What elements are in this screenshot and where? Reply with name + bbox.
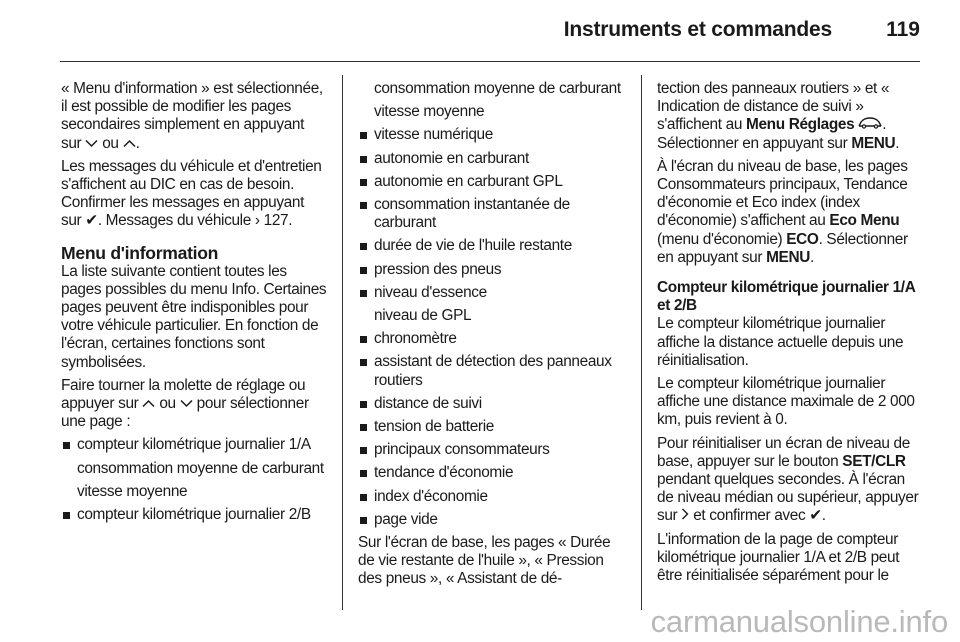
list-item: index d'économie <box>358 488 623 506</box>
paragraph: À l'écran du niveau de base, les pages Consommateurs principaux, Tendance d'économie et Eco index (index d'économie) s'affichent au Eco Menu (menu d'économie) ECO. Sélectionner en appuyant sur MENU. <box>657 157 908 266</box>
check-icon: ✔ <box>809 507 822 525</box>
list-item: vitesse moyenne <box>77 482 188 500</box>
list-item: niveau de GPL <box>374 307 472 325</box>
list-item: chronomètre <box>358 330 623 348</box>
list-item: principaux consommateurs <box>358 441 623 459</box>
chevron-right-icon <box>681 507 689 524</box>
list-item: assistant de détection des panneaux routiers <box>358 353 623 389</box>
chevron-down-icon <box>180 395 193 412</box>
list-item: tension de batterie <box>358 418 623 436</box>
page-title: Instruments et commandes <box>563 18 832 41</box>
list-item: compteur kilométrique journalier 1/A <box>61 436 328 454</box>
paragraph: « Menu d'information » est sélectionnée, il est possible de modifier les pages secondaires simplement en appuyant sur ou . <box>61 80 323 152</box>
chevron-up-icon <box>123 135 136 152</box>
section-subheading: Compteur kilométrique journalier 1/A et 2/B <box>657 279 915 315</box>
list-item: consommation instantanée de carburant <box>358 196 623 232</box>
list-item: distance de suivi <box>358 395 623 413</box>
page-header <box>0 0 960 62</box>
paragraph: Pour réinitialiser un écran de niveau de base, appuyer sur le bouton SET/CLR pendant quelques secondes. À l'écran de niveau médian ou supérieur, appuyer sur et confirmer avec ✔. <box>657 434 919 525</box>
menu-page-list <box>358 80 623 529</box>
paragraph: La liste suivante contient toutes les pages possibles du menu Info. Certaines pages peuvent être indisponibles pour votre véhicule particulier. En fonction de l'écran, certaines fonctions sont symbolisées. <box>61 262 327 371</box>
chevron-up-icon <box>142 395 155 412</box>
column-2 <box>358 80 623 594</box>
list-item: autonomie en carburant GPL <box>358 173 623 191</box>
watermark: carmanualsonline.info <box>650 604 948 639</box>
list-item: autonomie en carburant <box>358 150 623 168</box>
paragraph: Le compteur kilométrique journalier affiche une distance maximale de 2 000 km, puis revient à 0. <box>657 375 915 429</box>
chevron-down-icon <box>85 135 98 152</box>
paragraph: tection des panneaux routiers » et « Indication de distance de suivi » s'affichent au Menu Réglages . Sélectionner en appuyant sur MENU. <box>657 80 900 152</box>
list-item: vitesse numérique <box>358 126 623 144</box>
header-divider <box>60 61 920 62</box>
list-item: page vide <box>358 511 623 529</box>
list-item: tendance d'économie <box>358 464 623 482</box>
eco-icon: ECO <box>786 230 819 248</box>
menu-page-list <box>61 436 328 524</box>
list-item: consommation moyenne de carburant <box>374 80 621 97</box>
column-3 <box>657 80 924 590</box>
paragraph: Faire tourner la molette de réglage ou appuyer sur ou pour sélectionner une page : <box>61 376 309 431</box>
list-item: vitesse moyenne <box>374 103 485 121</box>
paragraph: Les messages du véhicule et d'entretien s'affichent au DIC en cas de besoin. Confirmer les messages en appuyant sur ✔. Messages du véhicule › 127. <box>61 157 322 230</box>
list-item: consommation moyenne de carburant <box>77 459 324 477</box>
paragraph: Le compteur kilométrique journalier affiche la distance actuelle depuis une réinitialisation. <box>657 315 904 369</box>
list-item: compteur kilométrique journalier 2/B <box>61 506 328 524</box>
column-1 <box>61 80 328 529</box>
paragraph: L'information de la page de compteur kilométrique journalier 1/A et 2/B peut être réinitialisée séparément pour le <box>657 530 900 585</box>
car-icon <box>858 116 882 133</box>
section-heading: Menu d'information <box>61 242 219 263</box>
list-item: niveau d'essence <box>358 284 623 302</box>
list-item: pression des pneus <box>358 261 623 279</box>
page-number: 119 <box>886 18 920 41</box>
paragraph: Sur l'écran de base, les pages « Durée de vie restante de l'huile », « Pression des pneus », « Assistant de dé- <box>358 534 611 588</box>
column-divider-2 <box>641 75 642 610</box>
list-item: durée de vie de l'huile restante <box>358 237 623 255</box>
column-divider-1 <box>342 75 343 610</box>
check-icon: ✔ <box>85 212 98 230</box>
page-ref-icon: › <box>254 212 260 230</box>
